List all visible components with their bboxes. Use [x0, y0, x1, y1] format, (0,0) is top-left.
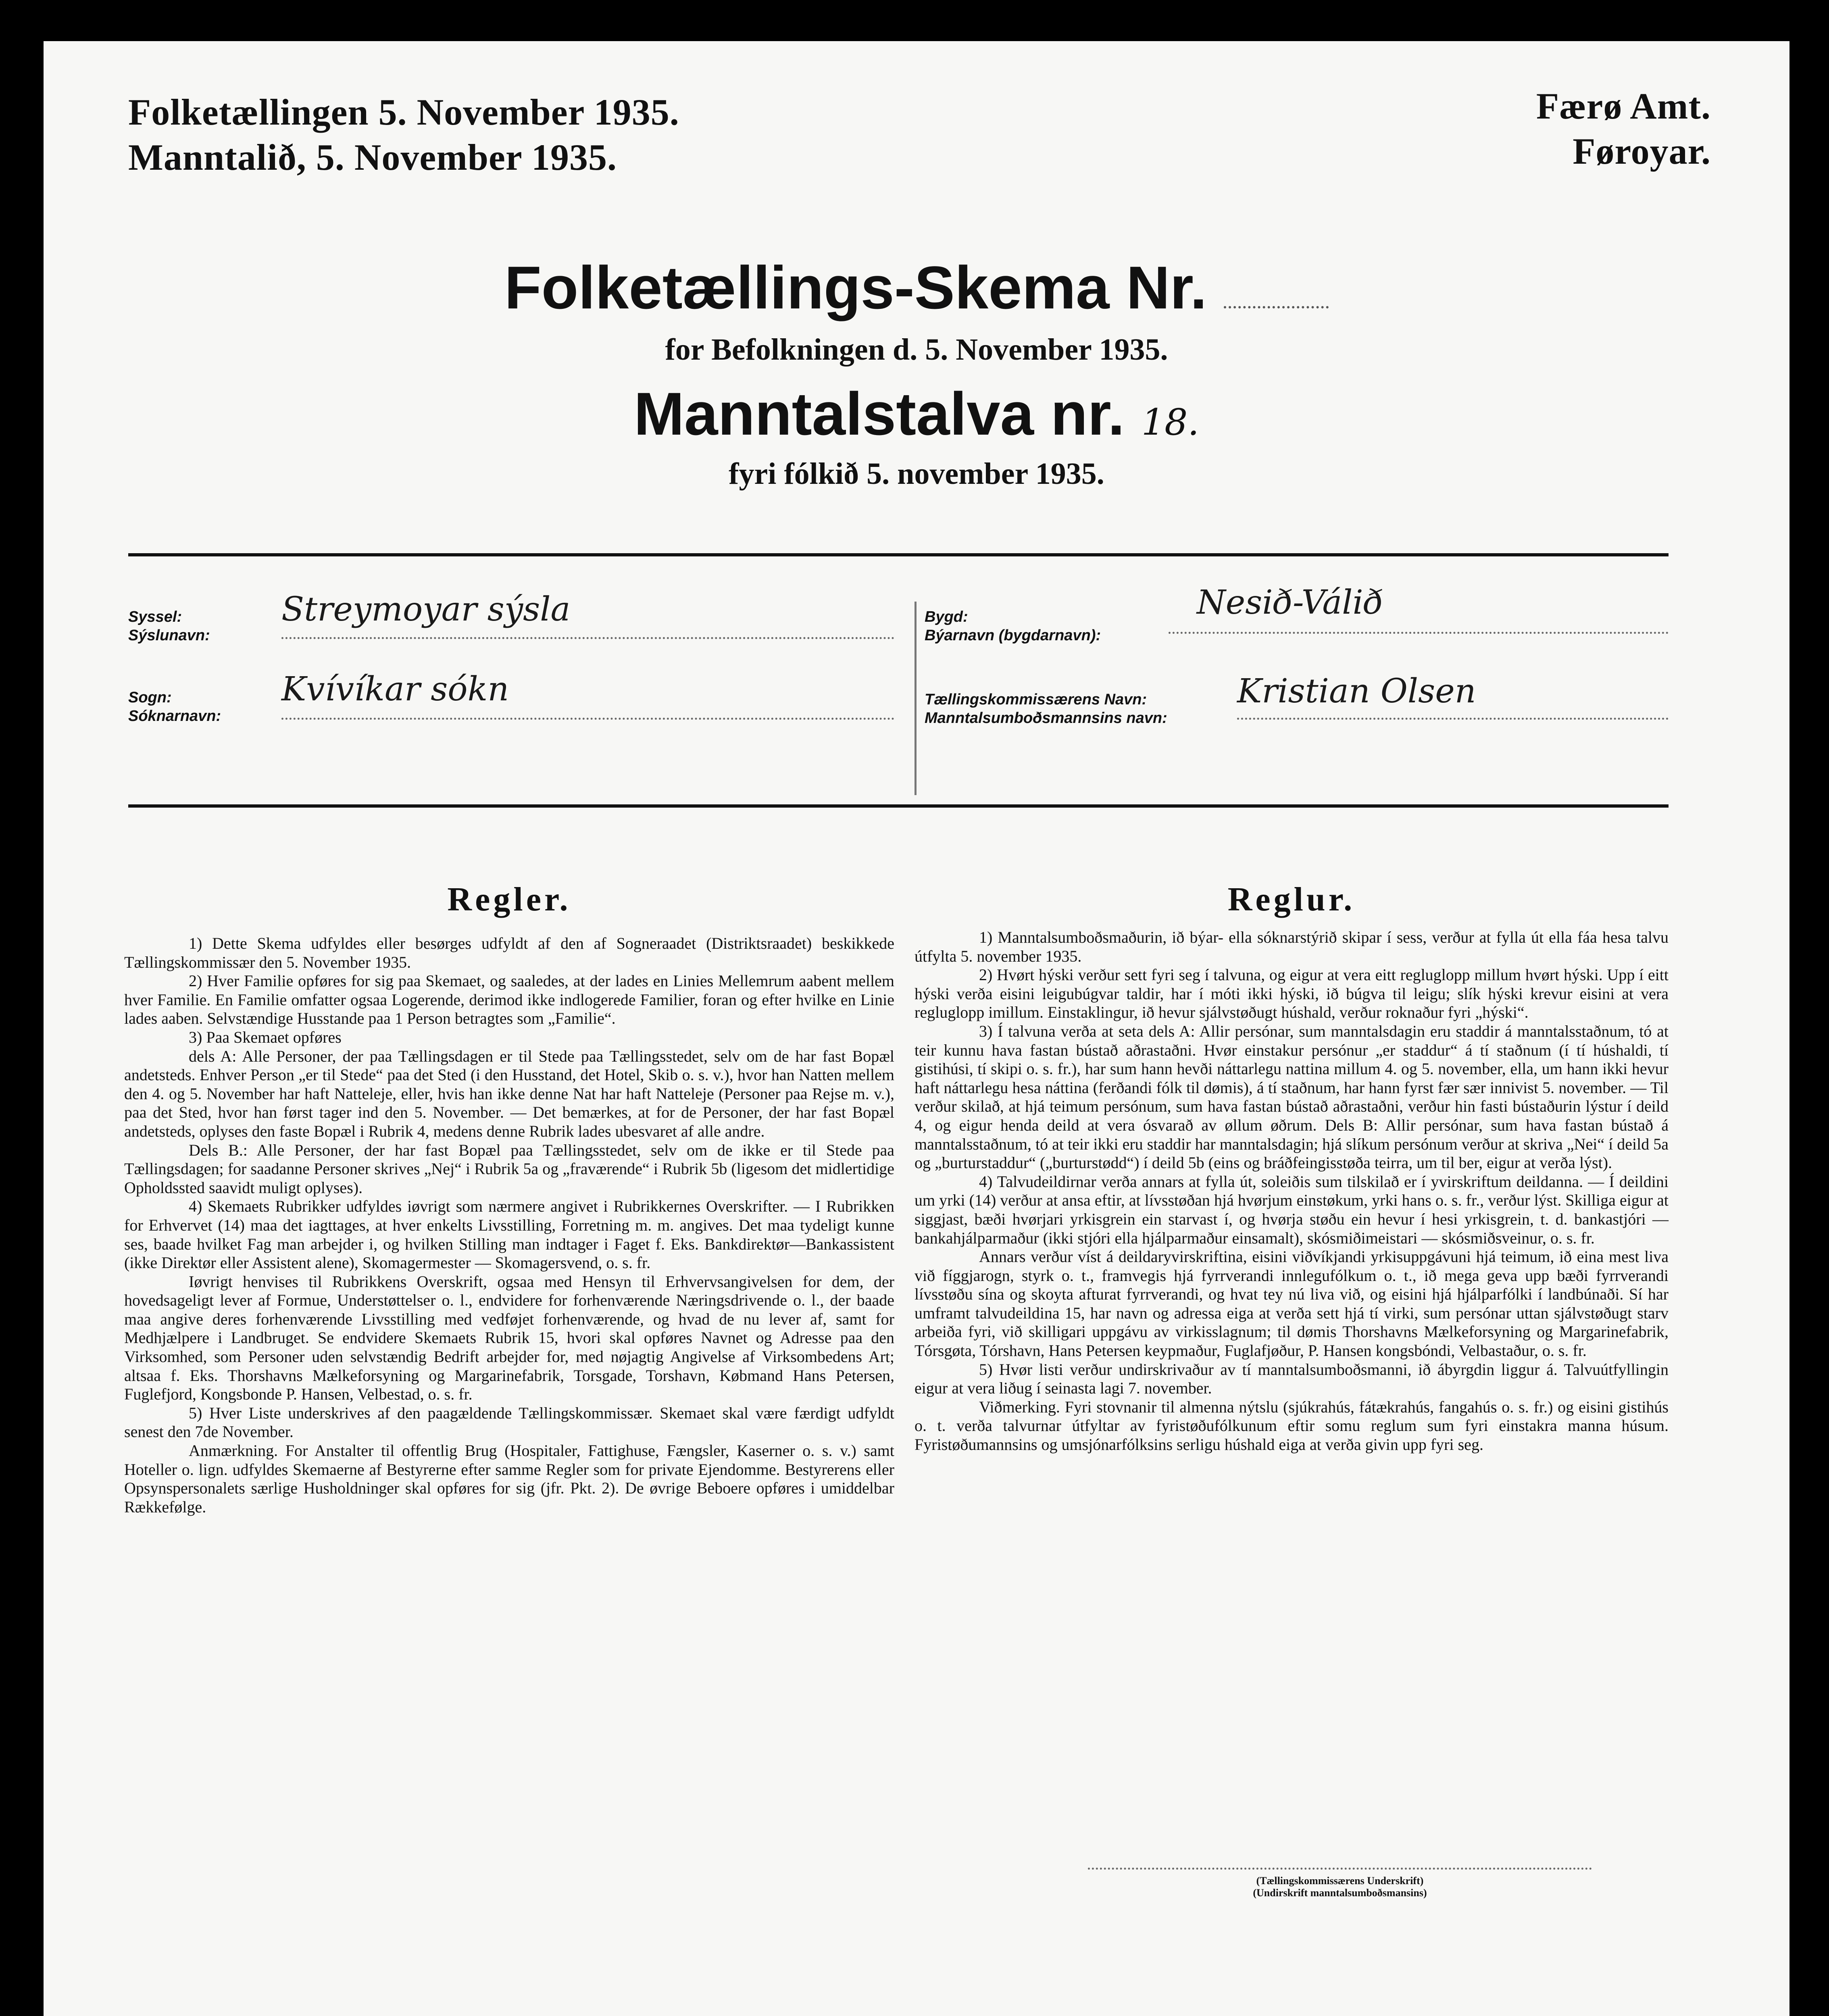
regler-title: Regler.	[447, 881, 571, 918]
title-manntal	[44, 379, 1789, 449]
syssel-label	[128, 608, 210, 645]
header-amt: Færø Amt.	[1536, 85, 1711, 127]
regler-paragraph: 4) Skemaets Rubrikker udfyldes iøvrigt som nærmere angivet i Rubrikkernes Overskrifter. — I Rubrikken for Erhvervet (14) maa det iagttages, at hver enkelts Livsstilling, Forretning m. m. angives. Det maa tydeligt kunne ses, baade hvilket Fag man arbejder i, og hvilken Stilling man indtager i Faget f. Eks. Bankdirektør—Bankassistent (ikke Direktør eller Assistent alene), Skomagermester — Skomagersvend, o. s. fr.	[124, 1197, 894, 1272]
skema-number-blank[interactable]	[1224, 262, 1329, 308]
bygd-value[interactable]: Nesið-Válið	[1197, 583, 1383, 622]
field-divider	[914, 602, 917, 795]
reglur-paragraph: Annars verður víst á deildaryvirskriftina, eisini viðvíkjandi yrkisuppgávuni hjá teimum, ið eina mest liva við fíggjarogn, styrk o. t., framvegis hjá fyrrverandi innlegufólkum o. t., ið mega geva upp bæði fyrrverandi lívsstøðu sína og skoyta afturat fyrrverandi, og hvat tey nú liva við, og eisini hjá hjálparfólki í landbúnaði. Sí har umframt talvudeildina 15, har navn og adressa eiga at verða sett hjá tí virki, sum persónar uttan sjálvstøðugt starv arbeiða fyri, við skilligari uppgávu av virkisslagnum; til dømis Thorshavns Mælkeforsyning og Margarinefabrik, Tórsgøta, Tórshavn, Hans Petersen keypmaður, Fuglafjøður, P. Hansen kongsbóndi, Velbastaður, o. s. fr.	[914, 1248, 1669, 1360]
header-left	[128, 90, 679, 180]
header-danish-line: Folketællingen 5. November 1935.	[128, 92, 679, 133]
reglur-paragraph: 3) Í talvuna verða at seta dels A: Allir persónar, sum manntalsdagin eru staddir á manntalsstaðnum, tó at teir kunnu hava fastan bústað aðrastaðni. Hvør einstakur persónur „er staddur“ á tí staðnum (í tí húshaldi, tí gistihúsi, tí skipi o. s. fr.), har sum hann hevði náttarlegu nattina millum 4. og 5. november, ella, um hann ikki hevur haft náttarlegu hesa náttina (ferðandi fólk til dømis), á tí staðnum, har hann fyrst fær sær innivist 5. november. — Til verður skilað, at hjá teimum persónum, sum hava fastan bústað aðrastaðni, verður hin fasti bústaðurin lýstur í deild 4, og eigur henda deild at vera ósvarað av øllum øðrum. Dels B: Allir persónar, sum hava fastan bústað á manntalsstaðnum, tó at teir ikki eru staddir har manntalsdagin; hjá slíkum persónum verður at skriva „Nei“ í deild 5a og „burturstaddur“ („burturstødd“) í deild 5b (eins og bráðfeingisstøða teirra, um til ber, eigur at verða lýst).	[914, 1022, 1669, 1172]
kommissaer-label-da: Tællingskommissærens Navn:	[925, 691, 1147, 708]
bygd-label-fo: Býarnavn (bygdarnavn):	[925, 627, 1101, 644]
sogn-value[interactable]: Kvívíkar sókn	[281, 670, 509, 708]
census-form-sheet	[44, 41, 1789, 2016]
sogn-label	[128, 688, 221, 725]
regler-paragraph: 2) Hver Familie opføres for sig paa Skemaet, og saaledes, at der lades en Linies Mellemrum aabent mellem hver Familie. En Familie omfatter ogsaa Logerende, derimod ikke indlogerede Familier, foran og efter hvilke en Linie lades aaben. Selvstændige Husstande paa 1 Person betragtes som „Familie“.	[124, 972, 894, 1028]
reglur-title: Reglur.	[1227, 881, 1356, 918]
signature-caption	[1088, 1875, 1592, 1899]
header-faroese-line: Manntalið, 5. November 1935.	[128, 137, 617, 178]
subtitle-fyri-line: fyri fólkið 5. november 1935.	[729, 457, 1104, 491]
regler-paragraph: dels A: Alle Personer, der paa Tællingsdagen er til Stede paa Tællingsstedet, selv om de har fast Bopæl andetsteds. Enhver Person „er til Stede“ paa det Sted (i den Husstand, det Hotel, Skib o. s. v.), hvor han Natten mellem den 4. og 5. November har haft Natteleje, eller, hvis han ikke denne Nat har haft Natteleje (Personer paa Rejse m. v.), paa det Sted, hvor han først tager ind den 5. November. — Det bemærkes, at for de Personer, der har fast Bopæl andetsteds, oplyses den faste Bopæl i Rubrik 4, medens denne Rubrik lades ubesvaret af alle andre.	[124, 1047, 894, 1140]
syssel-label-da: Syssel:	[128, 608, 182, 625]
regler-column	[124, 934, 894, 1516]
kommissaer-value[interactable]: Kristian Olsen	[1237, 672, 1476, 710]
sogn-label-da: Sogn:	[128, 689, 172, 706]
bygd-label	[925, 608, 1101, 645]
signature-line[interactable]	[1088, 1868, 1592, 1870]
regler-paragraph: Anmærkning. For Anstalter til offentlig Brug (Hospitaler, Fattighuse, Fængsler, Kaserner o. s. v.) samt Hoteller o. lign. udfyldes Skemaerne af Bestyrerne efter samme Regler som for private Ejendomme. Bestyrerens eller Opsynspersonalets særlige Husholdninger skal opføres for sig (jfr. Pkt. 2). De øvrige Beboere opføres i umiddelbar Rækkefølge.	[124, 1441, 894, 1516]
reglur-paragraph: 2) Hvørt hýski verður sett fyri seg í talvuna, og eigur at vera eitt regluglopp millum hvørt hýski. Upp í eitt hýski verða eisini leigubúgvar taldir, har í móti ikki hýski, ið búgva til leigu; slík hýski krevur eisini at vera regluglopp imillum. Einstaklingur, ið hevur sjálvstøðugt húshald, verður roknaður fyri „hýski“.	[914, 966, 1669, 1022]
kommissaer-label	[925, 690, 1167, 727]
regler-paragraph: 1) Dette Skema udfyldes eller besørges udfyldt af den af Sogneraadet (Distriktsraadet) beskikkede Tællingskommissær den 5. November 1935.	[124, 934, 894, 971]
sogn-line	[281, 718, 894, 720]
title-skema	[44, 253, 1789, 323]
syssel-line	[281, 637, 894, 639]
reglur-column	[914, 928, 1669, 1454]
reglur-paragraph: 1) Manntalsumboðsmaðurin, ið býar- ella sóknarstýrið skipar í sess, verður at fylla út ella fáa hesa talvu útfylta 5. november 1935.	[914, 928, 1669, 965]
manntal-number[interactable]: 18.	[1141, 401, 1199, 444]
regler-paragraph: 5) Hver Liste underskrives af den paagældende Tællingskommissær. Skemaet skal være færdigt udfyldt senest den 7de November.	[124, 1404, 894, 1441]
title-skema-text: Folketællings-Skema Nr.	[504, 254, 1207, 321]
top-divider	[128, 553, 1669, 556]
title-manntal-text: Manntalstalva nr.	[634, 380, 1125, 448]
regler-paragraph: 3) Paa Skemaet opføres	[189, 1028, 342, 1046]
regler-paragraph: Iøvrigt henvises til Rubrikkens Overskrift, ogsaa med Hensyn til Erhvervsangivelsen for dem, der hovedsageligt lever af Formue, Understøttelser o. l., endvidere for forhenværende Næringsdrivende o. l., der baade maa angive deres forhenværende Livsstilling med vedføjet forhenværende, og hvad de nu lever af, samt for Medhjælpere i Landbruget. Se endvidere Skemaets Rubrik 15, hvori skal opføres Navnet og Adresse paa den Virksomhed, som Personer uden selvstændig Bedrift arbejder for, med nøjagtig Angivelse af Virksombedens Art; altsaa f. Eks. Thorshavns Mælkeforsyning og Margarinefabrik, Torsgade, Torshavn, Købmand Hans Petersen, Fuglefjord, Kongsbonde P. Hansen, Velbestad, o. s. fr.	[124, 1272, 894, 1404]
signature-caption-fo: (Undirskrift manntalsumboðsmansins)	[1253, 1887, 1427, 1899]
header-foroyar: Føroyar.	[1573, 131, 1711, 172]
sogn-label-fo: Sóknarnavn:	[128, 708, 221, 725]
subtitle-for-line: for Befolkningen d. 5. November 1935.	[665, 333, 1168, 367]
syssel-value[interactable]: Streymoyar sýsla	[281, 590, 571, 629]
signature-caption-da: (Tællingskommissærens Underskrift)	[1256, 1875, 1424, 1887]
mid-divider	[128, 804, 1669, 808]
reglur-paragraph: Viðmerking. Fyri stovnanir til almenna nýtslu (sjúkrahús, fátækrahús, fangahús o. s. fr.) og eisini gistihús o. t. verða talvurnar útfyltar av fyristøðufólkunum eftir somu reglum sum fyri einstakra manna húsum. Fyristøðumannsins og umsjónarfólksins serligu húshald eiga at verða givin upp fyri seg.	[914, 1397, 1669, 1454]
reglur-paragraph: 5) Hvør listi verður undirskrivaður av tí manntalsumboðsmanni, ið ábyrgdin liggur á. Talvuútfyllingin eigur at vera liðug í seinasta lagi 7. november.	[914, 1360, 1669, 1397]
bygd-label-da: Bygd:	[925, 608, 968, 625]
header-right	[1536, 83, 1711, 174]
kommissaer-line	[1237, 718, 1669, 720]
regler-paragraph: Dels B.: Alle Personer, der har fast Bopæl paa Tællingsstedet, selv om de ikke er til Stede paa Tællingsdagen; for saadanne Personer skrives „Nej“ i Rubrik 5a og „fraværende“ i Rubrik 5b (ligesom det midlertidige Opholdssted saavidt muligt oplyses).	[124, 1141, 894, 1197]
reglur-paragraph: 4) Talvudeildirnar verða annars at fylla út, soleiðis sum tilskilað er í yvirskriftum deildanna. — Í deildini um yrki (14) verður at ansa eftir, at lívsstøðan hjá hvørjum einstøkum, yrki hans o. s. fr., verður lýst. Skilliga eigur at siggjast, bæði hvørjari yrkisgrein ein starvast í, og hvørja støðu ein hevur í hesi yrkisgrein, t. d. bankastjóri — bankahjálparmaður (ikki stjóri ella hjálparmaður einsamalt), skósmiðimeistari — skósmiðsveinur, o. s. fr.	[914, 1172, 1669, 1247]
syssel-label-fo: Sýslunavn:	[128, 627, 210, 644]
kommissaer-label-fo: Manntalsumboðsmannsins navn:	[925, 710, 1167, 727]
bygd-line	[1169, 632, 1669, 634]
